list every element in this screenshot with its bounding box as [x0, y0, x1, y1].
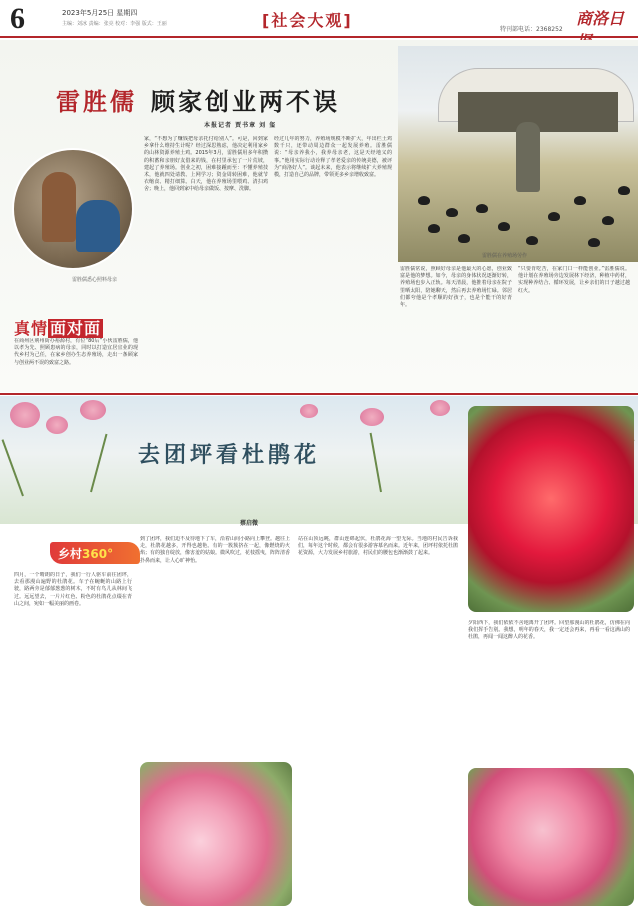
- headline-name: 雷胜儒: [56, 87, 137, 116]
- pink-azalea-photo: [140, 762, 292, 906]
- chicken-icon: [476, 204, 488, 213]
- story-lei-shengru: [0, 40, 638, 392]
- story2-byline: 蔡启微: [240, 520, 259, 527]
- blossom-cluster: [80, 400, 106, 420]
- page-header: [0, 0, 638, 38]
- farm-photo: [398, 46, 638, 262]
- column-label-highlight: 面对面: [50, 319, 102, 338]
- chicken-icon: [458, 234, 470, 243]
- mother-figure: [76, 200, 120, 252]
- headline-text: 顾家创业两不误: [151, 87, 340, 116]
- farmer-figure: [516, 122, 540, 192]
- chicken-icon: [588, 238, 600, 247]
- newspaper-logo: 商洛日: [576, 9, 625, 28]
- story1-col3: 雷胜儒常说，照顾好母亲是他最大的心愿，创业致富是他的梦想。如今，母亲的身体状况逐渐好转，养殖场也步入正轨。每天清晨，他推着母亲在院子里晒太阳，陪她聊天，然后再去养殖场忙碌。邻居们都夸他是个孝顺的好孩子，也是个能干的好青年。: [400, 266, 512, 309]
- story1-byline: 本报记者 贾书章 刘 玺: [204, 122, 277, 129]
- chicken-icon: [446, 208, 458, 217]
- editor-credits: 主编：刘冰 责编：张亮 校对：李强 版式：王丽: [62, 21, 167, 27]
- column-label: [14, 316, 103, 339]
- chicken-icon: [618, 186, 630, 195]
- hotline: 特刊部电话：2368252: [500, 26, 563, 33]
- tag-number: 360°: [82, 547, 114, 561]
- chicken-icon: [418, 196, 430, 205]
- chicken-icon: [526, 236, 538, 245]
- red-azalea-photo: [468, 406, 634, 612]
- story1-intro: 在商州区荆州街办裕源村，有位“80后”小伙雷胜儒，他以孝为先、照顾患病的母亲，同时以打造宜居宜业的现代乡村为己任，在家乡创办生态养殖场，走出一条顾家与创业两不误的致富之路。: [14, 338, 138, 366]
- chicken-icon: [428, 224, 440, 233]
- page-number: 6: [10, 2, 25, 35]
- section-divider: [0, 393, 638, 395]
- column-label-pre: 真情: [14, 319, 49, 338]
- chicken-icon: [574, 196, 586, 205]
- story1-col1: 家，“不想为了赚钱把母亲托付给别人”。可是，回到家乡拿什么维持生计呢？经过深思熟虑，他决定利用家乡的山林资源养殖土鸡。2015年3月，雷胜儒用多年积攒的积蓄和亲朋好友借来的钱，在村里承包了一片荒坡，建起了养殖场。创业之初，困难接踵而至：不懂养殖技术，他就四处请教、上网学习；资金周转困难，他就节衣缩食、精打细算。白天，他在养殖场里喂鸡、清扫鸡舍；晚上，他回到家中给母亲做饭、按摩、洗脚。: [144, 136, 268, 193]
- section-title: [社会大观]: [262, 11, 353, 30]
- caption-farm: 雷胜儒在养殖场劳作: [482, 253, 528, 259]
- branch-stem: [2, 439, 24, 496]
- branch-stem: [90, 434, 107, 492]
- tag-text: 乡村: [58, 547, 83, 561]
- story2-col1: 四月，一个晴朗的日子，我们一行人驱车前往团坪，去看那漫山遍野的杜鹃花。车子在蜿蜒的山路上行驶，路两旁是郁郁葱葱的树木，不时有鸟儿从林间飞过。远远望去，一片片红色、粉色的杜鹃花点缀在青山之间，宛如一幅美丽的画卷。: [14, 572, 132, 607]
- story2-col4: 夕阳西下，我们依依不舍地离开了团坪。回望那漫山的杜鹃花，仿佛在向我们挥手告别。我想，明年的春天，我一定还会再来，再看一看这满山的杜鹃，再闻一闻这醉人的花香。: [468, 620, 630, 641]
- chicken-icon: [498, 222, 510, 231]
- issue-date: 2023年5月25日 星期四: [62, 9, 138, 17]
- caption-portrait: 雷胜儒悉心照料母亲: [72, 277, 118, 283]
- blossom-cluster: [300, 404, 318, 418]
- story2-col3: 站在山顶远眺，群山连绵起伏，杜鹃花海一望无际。当地的村民告诉我们，每年这个时候，都会有很多游客慕名而来。近年来，团坪村依托杜鹃花资源，大力发展乡村旅游，村民们的腰包也渐渐鼓了起来。: [298, 536, 458, 557]
- story1-col4: “只要肯吃苦，在家门口一样能创业。”雷胜儒说。他计划在养殖场旁边发展林下经济，种植中药材，实现种养结合、循环发展，让乡亲们的日子越过越红火。: [518, 266, 630, 294]
- branch-stem: [370, 433, 382, 492]
- chicken-icon: [548, 212, 560, 221]
- story-tuanping-azalea: [0, 396, 638, 913]
- azalea-cluster-photo: [468, 768, 634, 906]
- blossom-cluster: [430, 400, 450, 416]
- blossom-cluster: [360, 408, 384, 426]
- story2-headline: 去团坪看杜鹃花: [138, 442, 321, 468]
- blossom-cluster: [46, 416, 68, 434]
- story1-headline: [56, 82, 340, 117]
- xiangcun-360-tag: [50, 542, 140, 564]
- story1-col2: 经过几年的努力，养殖场规模不断扩大，年出栏土鸡数千只，还带动周边群众一起发展养殖。雷胜儒说：“母亲养我小，我养母亲老，这是天经地义的事。”他用实际行动诠释了孝老爱亲的传统美德，被评为“商洛好人”。谈起未来，他表示将继续扩大养殖规模，打造自己的品牌，带领更多乡亲增收致富。: [274, 136, 392, 179]
- chicken-icon: [602, 216, 614, 225]
- portrait-photo: [12, 148, 134, 270]
- tag-label: [58, 545, 113, 562]
- story2-col2: 到了团坪，我们迫不及待地下了车，沿着山间小路向上攀登。越往上走，杜鹃花越多，开得也越艳。有的一簇簇挤在一起，像燃烧的火焰；有的独自绽放，像害羞的姑娘。微风吹过，花枝摇曳，阵阵清香扑鼻而来，让人心旷神怡。: [140, 536, 290, 564]
- blossom-cluster: [10, 402, 40, 428]
- son-figure: [42, 172, 76, 242]
